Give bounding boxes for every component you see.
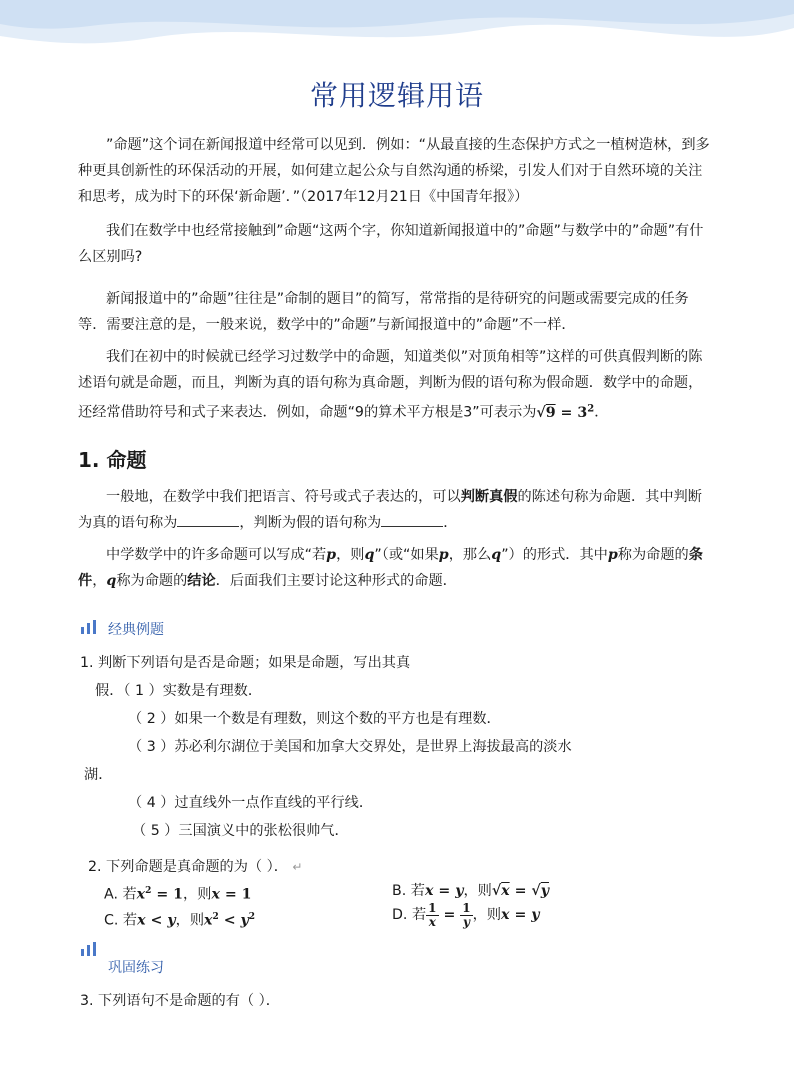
option-c[interactable]: C. 若x < y，则$x^2 < y^2$ <box>104 912 256 929</box>
intro-paragraph-4: 我们在初中的时候就已经学习过数学中的命题，知道类似”对顶角相等”这样的可供真假判断的陈述语句就是命题，而且，判断为真的语句称为真命题，判断为假的语句称为假命题．数学中的命题，还经常借助符号和式子来表达．例如，命题“9的算术平方根是3”可表示为$√9 = 3^2$． <box>78 349 703 421</box>
question-1-item-3: （ 3 ）苏必利尔湖位于美国和加拿大交界处，是世界上海拔最高的淡水 <box>128 739 572 755</box>
section-label-practice: 巩固练习 <box>108 960 164 976</box>
option-b[interactable]: B. 若x = y，则√x = √y <box>392 883 549 899</box>
intro-paragraph-1: ”命题”这个词在新闻报道中经常可以见到．例如：“从最直接的生态保护方式之一植树造林，到多种更具创新性的环保活动的开展，如何建立起公众与自然沟通的桥梁，引发人们对于自然环境的关注和思考，成为时下的环保‘新命题’．”（2017年12月21日《中国青年报》） <box>78 137 710 205</box>
sqrt-expression: $√9 = 3^2$ <box>536 403 595 421</box>
conditional-form-paragraph: 中学数学中的许多命题可以写成“若p，则q”（或“如果p，那么q”）的形式．其中p称为命题的条件，q称为命题的结论．后面我们主要讨论这种形式的命题． <box>78 547 703 589</box>
definition-paragraph: 一般地，在数学中我们把语言、符号或式子表达的，可以判断真假的陈述句称为命题．其中判断为真的语句称为 ，判断为假的语句称为 ． <box>78 489 702 531</box>
question-1-stem: 1. 判断下列语句是否是命题；如果是命题，写出其真 <box>80 655 411 671</box>
intro-paragraph-4-text: 我们在初中的时候就已经学习过数学中的命题，知道类似”对顶角相等”这样的可供真假判断的陈述语句就是命题，而且，判断为真的语句称为真命题，判断为假的语句称为假命题．数学中的命题，还经常借助符号和式子来表达．例如，命题“9的算术平方根是3”可表示为 <box>78 349 703 421</box>
page-title: 常用逻辑用语 <box>309 79 484 112</box>
question-1-item-2: （ 2 ）如果一个数是有理数，则这个数的平方也是有理数． <box>128 711 501 727</box>
bold-judge-true-false: 判断真假 <box>460 489 518 505</box>
bar-chart-icon-2 <box>80 942 100 956</box>
section-label-examples: 经典例题 <box>108 622 164 638</box>
question-3-stem: 3. 下列语句不是命题的有（ ）． <box>80 993 280 1009</box>
blank-true-proposition[interactable] <box>177 512 239 527</box>
option-a[interactable]: A. 若$x^2 = 1$，则x = 1 <box>104 886 252 903</box>
return-mark-icon: ↵ <box>292 860 303 874</box>
intro-paragraph-2: 我们在数学中也经常接触到”命题“这两个字，你知道新闻报道中的”命题”与数学中的”命题”有什么区别吗? <box>78 223 704 265</box>
header-wave-decoration <box>0 0 794 70</box>
bar-chart-icon <box>80 620 100 634</box>
section-heading-proposition: 1. 命题 <box>78 448 147 472</box>
intro-paragraph-3: 新闻报道中的”命题”往往是”命制的题目”的简写，常常指的是待研究的问题或需要完成的任务等．需要注意的是，一般来说，数学中的”命题”与新闻报道中的”命题”不一样． <box>78 291 689 333</box>
question-2-stem: 2. 下列命题是真命题的为（ ）． ↵ <box>88 859 303 875</box>
option-d[interactable]: D. 若 $\frac{1}{x}$ = $\frac{1}{y}$ ，则x = y <box>392 900 540 929</box>
question-1-item-1: 假．（ 1 ）实数是有理数． <box>95 683 263 699</box>
question-1-item-5: （ 5 ）三国演义中的张松很帅气． <box>132 823 349 839</box>
blank-false-proposition[interactable] <box>381 512 443 527</box>
question-1-item-4: （ 4 ）过直线外一点作直线的平行线． <box>128 795 374 811</box>
question-1-item-3-cont: 湖． <box>84 767 113 783</box>
